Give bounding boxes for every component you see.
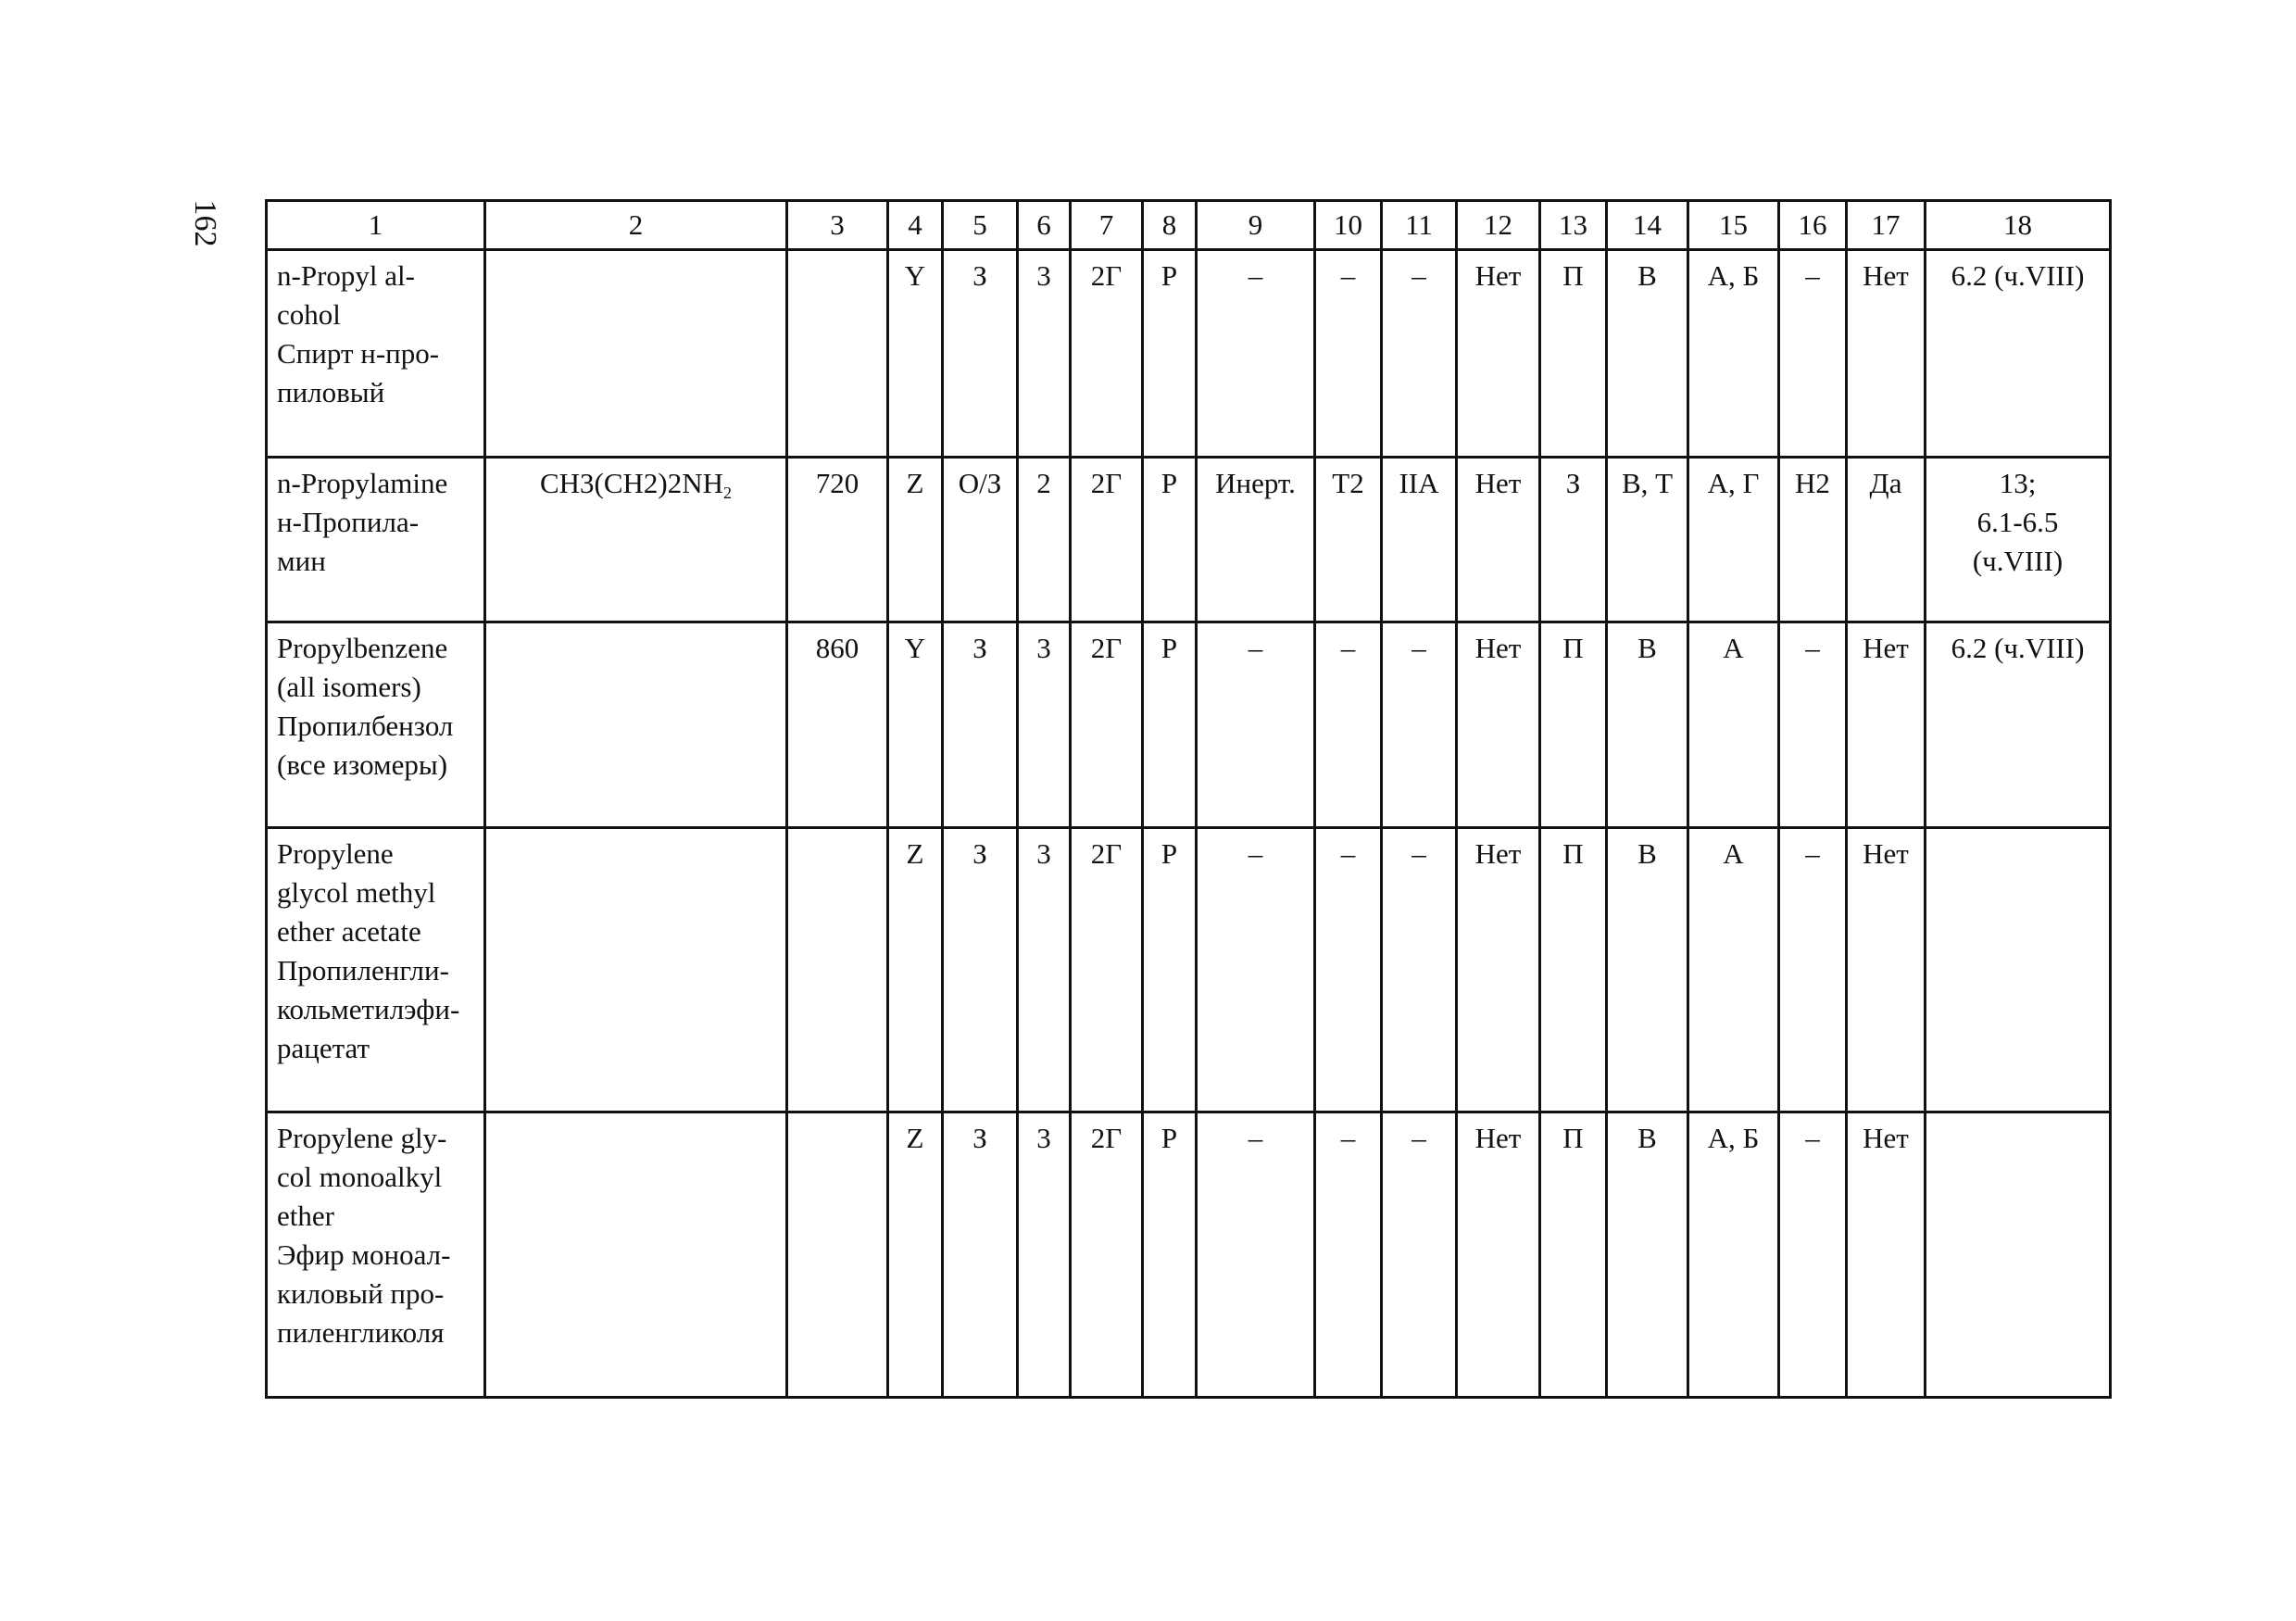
table-cell: Н2 (1779, 458, 1847, 622)
column-header: 8 (1143, 201, 1197, 250)
table-cell: – (1315, 250, 1382, 458)
product-name-line: glycol methyl (277, 876, 436, 909)
reference-cell (1926, 828, 2111, 1112)
formula-subscript: 2 (723, 484, 733, 502)
table-cell: 3 (1018, 1112, 1071, 1398)
table-cell: О/З (943, 458, 1018, 622)
column-header: 14 (1607, 201, 1688, 250)
formula-cell (485, 1112, 787, 1398)
table-cell: А (1688, 622, 1779, 828)
table-cell: – (1197, 828, 1315, 1112)
chemical-data-table (265, 199, 2112, 1399)
reference-cell (1926, 250, 2111, 458)
table-cell: – (1315, 828, 1382, 1112)
column-header: 17 (1847, 201, 1926, 250)
table-cell: 860 (787, 622, 888, 828)
table-cell: Нет (1847, 250, 1926, 458)
table-cell: – (1197, 250, 1315, 458)
formula-text: CH3(CH2)2NH (539, 467, 724, 499)
product-name-cell (267, 1112, 485, 1398)
product-name-line: Пропилбензол (277, 710, 454, 742)
product-name-line: пиловый (277, 376, 385, 408)
product-name-line: col monoalkyl (277, 1161, 443, 1193)
table-row (267, 622, 2111, 828)
table-cell: – (1315, 622, 1382, 828)
table-cell: Y (888, 622, 943, 828)
table-cell: Z (888, 1112, 943, 1398)
table-cell (787, 1112, 888, 1398)
column-header: 12 (1457, 201, 1540, 250)
column-header: 11 (1382, 201, 1457, 250)
table-cell: Инерт. (1197, 458, 1315, 622)
table-cell: Нет (1457, 458, 1540, 622)
table-cell: Нет (1457, 250, 1540, 458)
column-header: 13 (1540, 201, 1607, 250)
table-cell: Y (888, 250, 943, 458)
table-cell: – (1382, 1112, 1457, 1398)
table-cell: 2Г (1071, 458, 1143, 622)
table-cell: 2 (1018, 458, 1071, 622)
table-cell (787, 828, 888, 1112)
table-cell: Нет (1847, 622, 1926, 828)
product-name-line: (все изомеры) (277, 748, 448, 781)
reference-line: (ч.VIII) (1972, 545, 2064, 577)
reference-cell (1926, 458, 2111, 622)
table-cell: А (1688, 828, 1779, 1112)
table-cell: Р (1143, 458, 1197, 622)
table-cell: А, Г (1688, 458, 1779, 622)
table-cell: З (1540, 458, 1607, 622)
table-cell: З (943, 250, 1018, 458)
product-name-cell (267, 250, 485, 458)
page-number: 162 (188, 199, 222, 247)
table-cell: – (1779, 250, 1847, 458)
table-row (267, 1112, 2111, 1398)
product-name-line: пиленгликоля (277, 1316, 445, 1349)
column-header: 10 (1315, 201, 1382, 250)
column-header: 18 (1926, 201, 2111, 250)
column-header: 9 (1197, 201, 1315, 250)
table-cell: 2Г (1071, 622, 1143, 828)
column-header: 2 (485, 201, 787, 250)
table-cell: 720 (787, 458, 888, 622)
table-cell: А, Б (1688, 250, 1779, 458)
table-cell: Р (1143, 1112, 1197, 1398)
product-name-line: Propylbenzene (277, 632, 448, 664)
formula-cell (485, 458, 787, 622)
table-cell: Нет (1847, 1112, 1926, 1398)
column-header: 5 (943, 201, 1018, 250)
product-name-line: рацетат (277, 1032, 370, 1064)
reference-line: 6.2 (ч.VIII) (1951, 259, 2085, 292)
table-cell: – (1197, 622, 1315, 828)
product-name-line: (all isomers) (277, 671, 421, 703)
table-cell: Р (1143, 622, 1197, 828)
table-cell: 2Г (1071, 1112, 1143, 1398)
table-cell: Нет (1457, 1112, 1540, 1398)
table-cell: Да (1847, 458, 1926, 622)
product-name-line: Эфир моноал- (277, 1238, 451, 1271)
table-cell: IIA (1382, 458, 1457, 622)
table-cell: Z (888, 458, 943, 622)
table-cell: П (1540, 250, 1607, 458)
reference-cell (1926, 1112, 2111, 1398)
product-name-line: n-Propylamine (277, 467, 448, 499)
table-cell: – (1779, 622, 1847, 828)
reference-cell (1926, 622, 2111, 828)
table-cell: З (943, 622, 1018, 828)
product-name-line: ether (277, 1200, 334, 1232)
table-cell: З (943, 1112, 1018, 1398)
product-name-cell (267, 622, 485, 828)
reference-line: 13; (1999, 467, 2037, 499)
reference-line: 6.2 (ч.VIII) (1951, 632, 2085, 664)
table-cell: – (1382, 622, 1457, 828)
product-name-line: Propylene gly- (277, 1122, 447, 1154)
table-row (267, 828, 2111, 1112)
table-cell: В (1607, 250, 1688, 458)
product-name-line: Спирт н-про- (277, 337, 440, 370)
table-cell: А, Б (1688, 1112, 1779, 1398)
table-cell: – (1779, 828, 1847, 1112)
table-cell: Нет (1457, 622, 1540, 828)
table-cell: – (1315, 1112, 1382, 1398)
column-header: 3 (787, 201, 888, 250)
product-name-line: ether acetate (277, 915, 421, 948)
table-row (267, 458, 2111, 622)
table-cell: Z (888, 828, 943, 1112)
table-cell: П (1540, 828, 1607, 1112)
header-row (267, 201, 2111, 250)
table-cell: – (1382, 828, 1457, 1112)
product-name-line: Propylene (277, 837, 394, 870)
reference-line: 6.1-6.5 (1976, 506, 2059, 538)
table-cell: 3 (1018, 828, 1071, 1112)
formula-cell (485, 828, 787, 1112)
table-cell: Р (1143, 250, 1197, 458)
product-name-line: мин (277, 545, 326, 577)
column-header: 6 (1018, 201, 1071, 250)
formula-cell (485, 250, 787, 458)
table-cell: З (943, 828, 1018, 1112)
table-cell: В (1607, 622, 1688, 828)
table-cell: В (1607, 1112, 1688, 1398)
table-cell: – (1779, 1112, 1847, 1398)
table-cell: В (1607, 828, 1688, 1112)
table-cell: 3 (1018, 250, 1071, 458)
table-cell: П (1540, 622, 1607, 828)
column-header: 16 (1779, 201, 1847, 250)
table-cell: 2Г (1071, 828, 1143, 1112)
table-cell: Р (1143, 828, 1197, 1112)
table-cell: В, Т (1607, 458, 1688, 622)
product-name-line: кольметилэфи- (277, 993, 460, 1025)
table-cell: Т2 (1315, 458, 1382, 622)
table-cell: – (1197, 1112, 1315, 1398)
table-cell: 2Г (1071, 250, 1143, 458)
product-name-line: киловый про- (277, 1277, 445, 1310)
table-cell: – (1382, 250, 1457, 458)
column-header: 7 (1071, 201, 1143, 250)
table-row (267, 250, 2111, 458)
formula-cell (485, 622, 787, 828)
product-name-line: Пропиленгли- (277, 954, 449, 986)
product-name-line: cohol (277, 298, 341, 331)
product-name-line: n-Propyl al- (277, 259, 415, 292)
table-cell: Нет (1457, 828, 1540, 1112)
table-cell (787, 250, 888, 458)
column-header: 15 (1688, 201, 1779, 250)
column-header: 1 (267, 201, 485, 250)
product-name-cell (267, 828, 485, 1112)
table-cell: Нет (1847, 828, 1926, 1112)
product-name-line: н-Пропила- (277, 506, 420, 538)
column-header: 4 (888, 201, 943, 250)
product-name-cell (267, 458, 485, 622)
table-cell: 3 (1018, 622, 1071, 828)
table-cell: П (1540, 1112, 1607, 1398)
